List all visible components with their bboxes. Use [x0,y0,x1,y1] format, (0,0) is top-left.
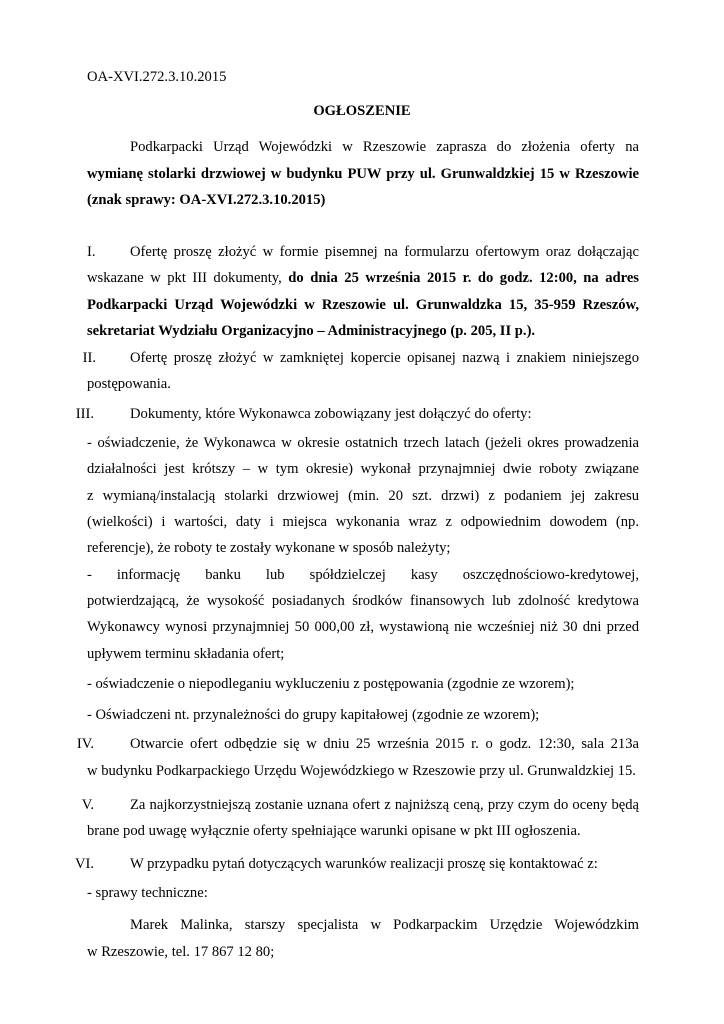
list-item-line: - sprawy techniczne: [87,885,208,901]
list-item-line: działalności jest krótszy – w tym okresie) wykonał przynajmniej dwie roboty związane [87,461,639,477]
section-number: V. [81,797,94,813]
section-number: VI. [74,856,94,872]
list-item-line: z wymianą/instalacją stolarki drzwiowej (min. 20 szt. drzwi) z podaniem jej zakresu [87,488,639,504]
section-text: w budynku Podkarpackiego Urzędu Wojewódzkiego w Rzeszowie przy ul. Grunwaldzkiej 15. [87,763,636,779]
section-number: IV. [76,736,94,752]
section-text: Otwarcie ofert odbędzie się w dniu 25 września 2015 r. o godz. 12:30, sala 213a [130,736,639,752]
list-item-line: - Oświadczeni nt. przynależności do grupy kapitałowej (zgodnie ze wzorem); [87,707,540,723]
section-text: brane pod uwagę wyłącznie oferty spełniające warunki opisane w pkt III ogłoszenia. [87,823,581,839]
document-title: OGŁOSZENIE [313,103,411,119]
section-text: wskazane w pkt III dokumenty, do dnia 25 września 2015 r. do godz. 12:00, na adres [87,270,639,286]
intro-case-sign: (znak sprawy: OA-XVI.272.3.10.2015) [87,192,326,208]
list-item-line: upływem terminu składania ofert; [87,646,285,662]
section-number: II. [82,350,96,366]
section-text: postępowania. [87,376,171,392]
list-item-line: Wykonawcy wynosi przynajmniej 50 000,00 zł, wystawioną nie wcześniej niż 30 dni przed [87,619,639,635]
list-item-line: potwierdzającą, że wysokość posiadanych środków finansowych lub zdolność kredytowa [87,593,639,609]
list-item-line: - informację banku lub spółdzielczej kasy oszczędnościowo-kredytowej, [87,567,639,583]
list-item-line: (wielkości) i wartości, daty i miejsca wykonania wraz z odpowiednim dowodem (np. [87,514,639,530]
contact-line: Marek Malinka, starszy specjalista w Podkarpackim Urzędzie Wojewódzkim [130,917,639,933]
contact-line: w Rzeszowie, tel. 17 867 12 80; [87,944,275,960]
section-number: III. [75,406,94,422]
case-number: OA-XVI.272.3.10.2015 [87,69,227,85]
list-item-line: - oświadczenie, że Wykonawca w okresie ostatnich trzech latach (jeżeli okres prowadzenia [87,435,639,451]
section-text: Ofertę proszę złożyć w zamkniętej kopercie opisanej nazwą i znakiem niniejszego [130,350,639,366]
section-text: Dokumenty, które Wykonawca zobowiązany jest dołączyć do oferty: [130,406,532,422]
section-text-bold: Podkarpacki Urząd Wojewódzki w Rzeszowie ul. Grunwaldzka 15, 35-959 Rzeszów, [87,297,639,313]
section-number: I. [87,244,96,260]
list-item-line: referencje), że roboty te zostały wykonane w sposób należyty; [87,540,451,556]
section-text: W przypadku pytań dotyczących warunków realizacji proszę się kontaktować z: [130,856,598,872]
section-text: Ofertę proszę złożyć w formie pisemnej na formularzu ofertowym oraz dołączając [130,244,639,260]
section-text: Za najkorzystniejszą zostanie uznana ofert z najniższą ceną, przy czym do oceny będą [130,797,639,813]
intro-line: Podkarpacki Urząd Wojewódzki w Rzeszowie zaprasza do złożenia oferty na [130,139,639,155]
list-item-line: - oświadczenie o niepodleganiu wykluczeniu z postępowania (zgodnie ze wzorem); [87,676,575,692]
section-text-bold: sekretariat Wydziału Organizacyjno – Administracyjnego (p. 205, II p.). [87,323,536,339]
intro-line-bold: wymianę stolarki drzwiowej w budynku PUW przy ul. Grunwaldzkiej 15 w Rzeszowie [87,166,639,182]
